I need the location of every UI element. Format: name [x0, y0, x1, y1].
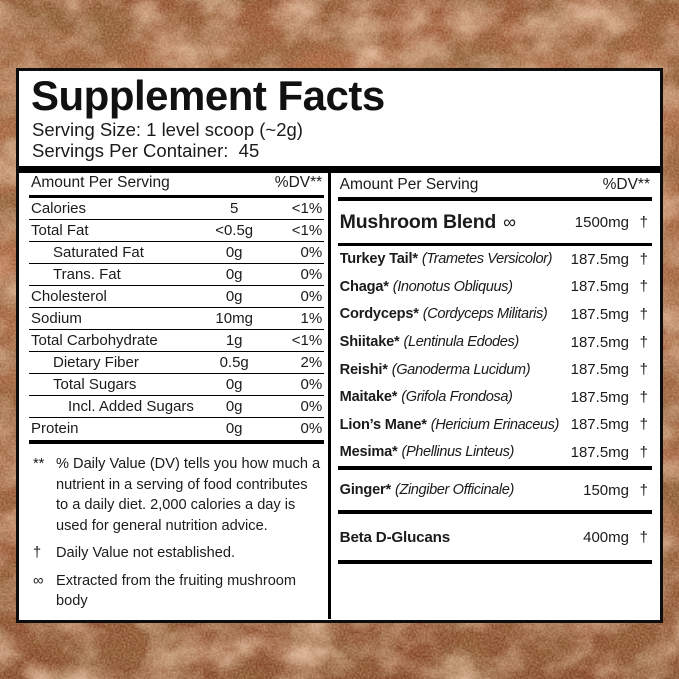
ingredient-row: [338, 356, 652, 384]
ingredient-amount: 187.5mg: [570, 416, 629, 434]
ingredient-text: [340, 251, 559, 267]
ingredient-name: Shiitake*: [339, 334, 400, 351]
nutrient-row: [29, 374, 324, 396]
nutrient-row: [29, 396, 324, 418]
ingredient-latin-name: (Grifola Frondosa): [401, 389, 513, 406]
ingredient-name: Turkey Tail*: [339, 251, 418, 268]
ingredient-amount: 187.5mg: [570, 250, 629, 268]
footnotes: [29, 454, 324, 619]
left-amount-per-serving-label: Amount Per Serving: [31, 173, 170, 191]
mushroom-rows: [338, 246, 652, 467]
ingredient-text: [340, 417, 559, 433]
nutrient-label: Incl. Added Sugars: [68, 397, 194, 415]
ingredient-row: [338, 246, 652, 274]
ingredient-row: [338, 411, 652, 439]
nutrient-amount: 0g: [225, 243, 243, 261]
footnote-symbol: **: [33, 456, 45, 473]
ingredient-name: Cordyceps*: [339, 306, 419, 323]
supplement-facts-panel: [16, 68, 663, 623]
nutrient-label: Dietary Fiber: [53, 353, 139, 371]
nutrient-dv: 1%: [300, 309, 323, 327]
nutrient-dv: 0%: [300, 375, 323, 393]
nutrient-dv: 0%: [300, 420, 323, 438]
left-dv-label: %DV**: [274, 173, 323, 191]
ingredient-row: [338, 383, 652, 411]
serving-size-line: Serving Size: 1 level scoop (~2g): [32, 119, 303, 140]
ingredient-text: [340, 362, 559, 378]
empty-space: [338, 564, 652, 619]
ingredient-dagger: †: [639, 278, 648, 296]
ingredient-text: [340, 529, 559, 546]
ingredient-dagger: †: [639, 250, 648, 268]
footnote-symbol: ∞: [33, 572, 44, 589]
ingredient-amount: 187.5mg: [570, 388, 629, 406]
nutrition-bottom-bar: [29, 440, 324, 445]
facts-columns: [19, 173, 660, 619]
nutrient-amount: 0.5g: [219, 353, 249, 371]
ingredient-name: Beta D-Glucans: [339, 528, 450, 546]
blend-amount: 1500mg: [574, 213, 629, 231]
ingredient-dagger: †: [639, 333, 648, 351]
ingredient-row: [338, 301, 652, 329]
ingredient-dagger: †: [639, 388, 648, 406]
ingredient-dagger: †: [639, 443, 648, 461]
nutrient-dv: <1%: [291, 199, 323, 217]
nutrient-dv: 2%: [300, 353, 323, 371]
ingredient-name: Mesima*: [339, 444, 398, 461]
ingredient-text: [340, 279, 559, 295]
blend-name: Mushroom Blend: [339, 210, 497, 233]
ingredient-row: [338, 328, 652, 356]
ingredient-amount: 187.5mg: [570, 443, 629, 461]
nutrient-amount: 10mg: [215, 309, 253, 327]
nutrient-label: Total Fat: [31, 221, 89, 239]
panel-title: Supplement Facts: [31, 72, 385, 119]
mushroom-blend-row: [338, 201, 652, 243]
ingredient-amount: 187.5mg: [570, 361, 629, 379]
nutrient-amount: 0g: [225, 420, 243, 438]
ginger-row-container: [338, 470, 652, 510]
footnote-symbol: †: [33, 545, 42, 562]
nutrient-label: Sodium: [31, 309, 82, 327]
footnote-text: % Daily Value (DV) tells you how much a nutrient in a serving of food contributes to a daily diet. 2,000 calories a day is used for general nutrition advice.: [56, 456, 321, 534]
ingredient-text: [340, 444, 559, 460]
footnote: [29, 543, 320, 564]
ingredient-dagger: †: [639, 416, 648, 434]
ingredient-dagger: †: [639, 481, 648, 499]
beta-glucans-row-container: [338, 514, 652, 560]
ingredient-name: Chaga*: [339, 278, 389, 295]
ingredient-latin-name: (Lentinula Edodes): [403, 334, 519, 351]
ingredient-amount: 187.5mg: [570, 278, 629, 296]
nutrient-label: Total Sugars: [53, 375, 137, 393]
ingredient-latin-name: (Cordyceps Militaris): [422, 306, 548, 323]
ingredient-text: [340, 306, 559, 322]
right-column-header: [338, 173, 652, 197]
ingredient-latin-name: (Phellinus Linteus): [401, 444, 514, 461]
nutrient-dv: 0%: [300, 265, 323, 283]
infinity-symbol: ∞: [503, 211, 516, 232]
header-divider-bar: [19, 166, 660, 173]
ingredient-latin-name: (Hericium Erinaceus): [430, 416, 559, 433]
nutrition-rows: [29, 198, 324, 440]
right-amount-per-serving-label: Amount Per Serving: [339, 176, 479, 193]
blend-column: [331, 173, 660, 619]
ingredient-name: Ginger*: [339, 482, 391, 499]
nutrient-row: [29, 308, 324, 330]
nutrient-row: [29, 198, 324, 220]
nutrient-amount: 0g: [225, 265, 243, 283]
ingredient-dagger: †: [639, 528, 648, 546]
nutrient-dv: <1%: [291, 221, 323, 239]
nutrient-label: Trans. Fat: [53, 265, 121, 283]
ingredient-dagger: †: [639, 305, 648, 323]
footnote: [29, 571, 320, 612]
blend-dagger: †: [639, 213, 648, 231]
ingredient-amount: 150mg: [583, 481, 629, 499]
footnote-text: Daily Value not established.: [56, 545, 236, 562]
nutrient-amount: 0g: [225, 375, 243, 393]
ingredient-dagger: †: [639, 361, 648, 379]
nutrient-label: Cholesterol: [31, 287, 107, 305]
nutrient-dv: 0%: [300, 397, 323, 415]
ingredient-amount: 187.5mg: [570, 305, 629, 323]
nutrient-dv: <1%: [291, 331, 323, 349]
nutrient-label: Total Carbohydrate: [31, 331, 158, 349]
ingredient-name: Reishi*: [339, 361, 388, 378]
ingredient-row: [338, 439, 652, 467]
nutrient-row: [29, 242, 324, 264]
ingredient-row: [338, 514, 652, 560]
ingredient-amount: 400mg: [583, 528, 629, 546]
ingredient-name: Lion’s Mane*: [339, 416, 427, 433]
nutrient-row: [29, 330, 324, 352]
ingredient-latin-name: (Ganoderma Lucidum): [391, 361, 531, 378]
right-dv-label: %DV**: [602, 176, 650, 193]
nutrition-column: [19, 173, 328, 619]
ingredient-text: [340, 389, 559, 405]
footnote-text: Extracted from the fruiting mushroom body: [56, 572, 297, 610]
nutrient-amount: 5: [230, 199, 239, 217]
footnote: [29, 454, 320, 536]
ingredient-text: [340, 334, 559, 350]
nutrient-row: [29, 418, 324, 440]
nutrient-dv: 0%: [300, 287, 323, 305]
nutrient-row: [29, 220, 324, 242]
nutrient-label: Calories: [31, 199, 87, 217]
ingredient-latin-name: (Zingiber Officinale): [394, 482, 514, 499]
panel-header: [19, 73, 660, 161]
nutrient-amount: 0g: [225, 287, 243, 305]
nutrient-amount: 0g: [225, 397, 243, 415]
nutrient-row: [29, 352, 324, 374]
nutrient-row: [29, 264, 324, 286]
ingredient-latin-name: (Trametes Versicolor): [421, 251, 553, 268]
ingredient-name: Maitake*: [339, 389, 398, 406]
ingredient-latin-name: (Inonotus Obliquus): [392, 278, 513, 295]
servings-per-container-line: Servings Per Container: 45: [32, 140, 260, 161]
nutrient-dv: 0%: [300, 243, 323, 261]
nutrient-amount: <0.5g: [215, 221, 254, 239]
ingredient-row: [338, 470, 652, 510]
nutrient-label: Saturated Fat: [53, 243, 144, 261]
nutrient-row: [29, 286, 324, 308]
left-column-header: [29, 173, 324, 195]
ingredient-text: [340, 482, 559, 498]
nutrient-amount: 1g: [225, 331, 243, 349]
ingredient-row: [338, 273, 652, 301]
ingredient-amount: 187.5mg: [570, 333, 629, 351]
nutrient-label: Protein: [31, 420, 79, 438]
